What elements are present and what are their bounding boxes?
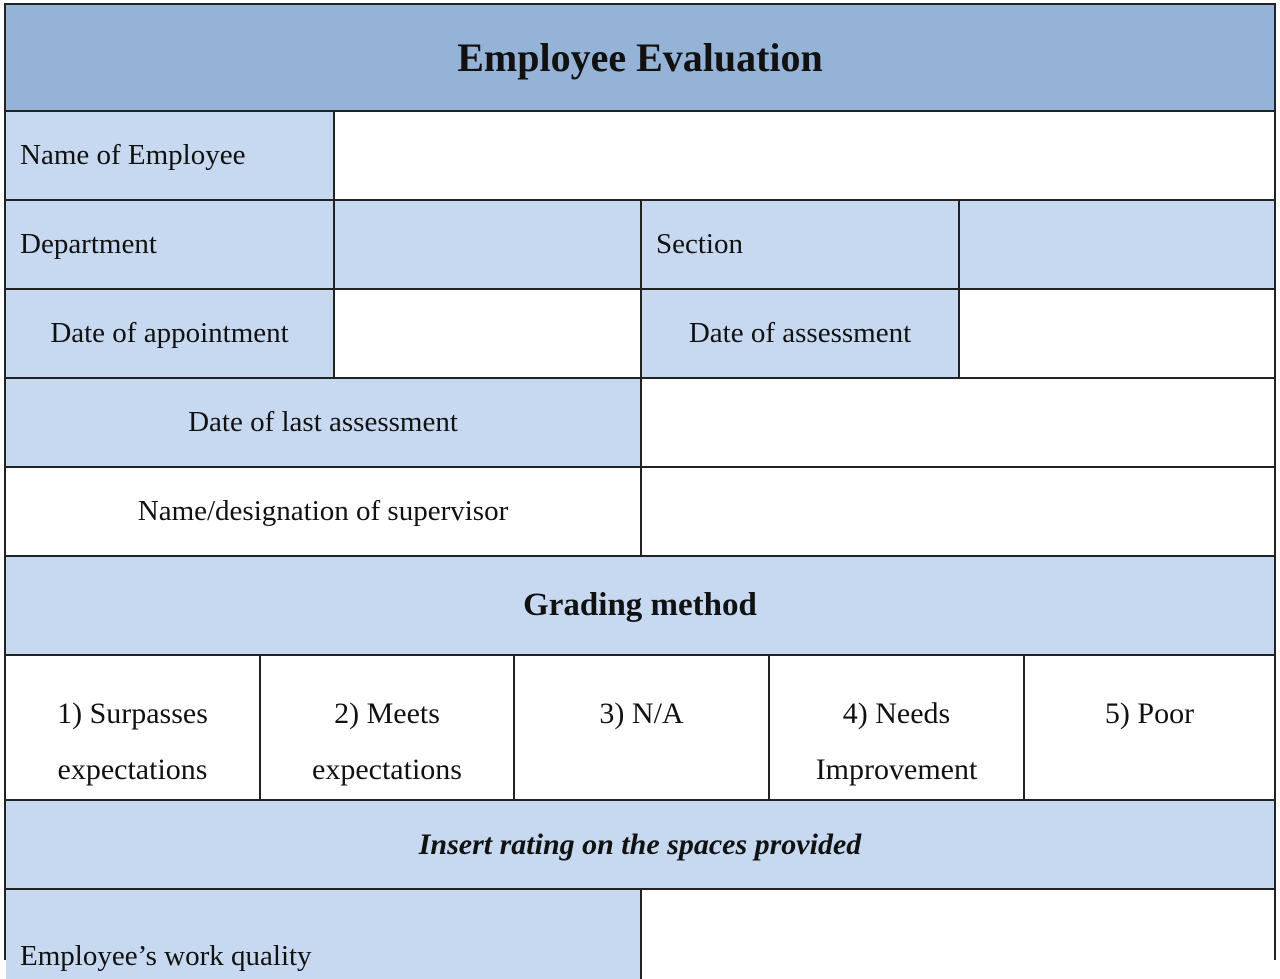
date-of-appointment-label: Date of appointment [6, 290, 335, 379]
grade-option-2-line1: 2) Meets [334, 697, 440, 730]
name-of-employee-input[interactable] [335, 112, 1274, 199]
grade-option-3-line1: 3) N/A [599, 697, 684, 730]
grading-method-heading: Grading method [6, 557, 1274, 656]
grade-option-4 [770, 656, 1025, 801]
date-of-last-assessment-field-cell [642, 379, 1274, 468]
grade-option-1 [6, 656, 261, 801]
section-input[interactable] [960, 201, 1274, 288]
grade-option-3 [515, 656, 770, 801]
grade-option-2 [261, 656, 515, 801]
date-of-appointment-input[interactable] [335, 290, 640, 377]
supervisor-field-cell [642, 468, 1274, 557]
date-of-assessment-label: Date of assessment [642, 290, 960, 379]
date-of-assessment-field-cell [960, 290, 1274, 379]
work-quality-label: Employee’s work quality [6, 890, 642, 979]
grade-option-5 [1025, 656, 1274, 801]
date-of-last-assessment-label: Date of last assessment [6, 379, 642, 468]
date-of-appointment-field-cell [335, 290, 642, 379]
grade-option-1-line1: 1) Surpasses [57, 697, 208, 730]
employee-evaluation-form [4, 3, 1276, 972]
date-of-last-assessment-input[interactable] [642, 379, 1274, 466]
department-field-cell [335, 201, 642, 290]
department-input[interactable] [335, 201, 640, 288]
section-field-cell [960, 201, 1274, 290]
department-label: Department [6, 201, 335, 290]
grade-option-5-line1: 5) Poor [1104, 697, 1195, 730]
grade-option-4-line1: 4) Needs [842, 697, 951, 730]
name-of-employee-label: Name of Employee [6, 112, 335, 201]
work-quality-field-cell [642, 890, 1274, 979]
date-of-assessment-input[interactable] [960, 290, 1274, 377]
rating-instruction: Insert rating on the spaces provided [6, 801, 1274, 890]
grade-option-2-line2: expectations [312, 753, 462, 786]
grade-option-1-line2: expectations [57, 753, 208, 786]
supervisor-input[interactable] [642, 468, 1274, 555]
grade-option-4-line2: Improvement [815, 753, 978, 786]
name-of-employee-field-cell [335, 112, 1274, 201]
work-quality-input[interactable] [642, 890, 1274, 979]
form-title: Employee Evaluation [6, 5, 1274, 112]
supervisor-label: Name/designation of supervisor [6, 468, 642, 557]
section-label: Section [642, 201, 960, 290]
